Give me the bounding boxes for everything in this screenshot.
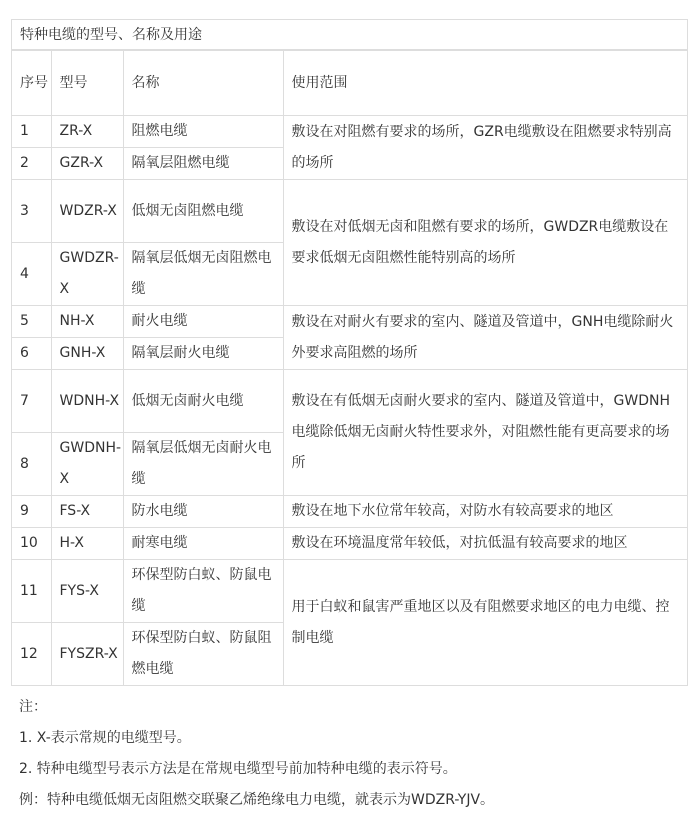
row-no: 4 [12, 243, 51, 306]
row-no: 8 [12, 433, 51, 496]
row-name: 低烟无卤耐火电缆 [123, 370, 283, 433]
table-row [12, 116, 687, 148]
row-model: GZR-X [51, 148, 123, 180]
row-no: 5 [12, 306, 51, 338]
row-scope: 用于白蚁和鼠害严重地区以及有阻燃要求地区的电力电缆、控制电缆 [283, 560, 687, 686]
row-model: GWDNH-X [51, 433, 123, 496]
header-name: 名称 [123, 51, 283, 116]
notes-title: 注： [19, 699, 47, 715]
note-item: 2. 特种电缆型号表示方法是在常规电缆型号前加特种电缆的表示符号。 [19, 761, 457, 777]
header-model: 型号 [51, 51, 123, 116]
row-no: 1 [12, 116, 51, 148]
note-example: 例：特种电缆低烟无卤阻燃交联聚乙烯绝缘电力电缆，就表示为WDZR-YJV。 [19, 792, 495, 808]
row-model: H-X [51, 528, 123, 560]
row-scope: 敷设在对阻燃有要求的场所，GZR电缆敷设在阻燃要求特别高的场所 [283, 116, 687, 180]
row-scope: 敷设在对耐火有要求的室内、隧道及管道中，GNH电缆除耐火外要求高阻燃的场所 [283, 306, 687, 370]
cable-table [12, 50, 687, 686]
row-model: GNH-X [51, 338, 123, 370]
row-no: 9 [12, 496, 51, 528]
row-no: 10 [12, 528, 51, 560]
cable-table-frame [11, 19, 688, 686]
table-row [12, 560, 687, 623]
row-name: 耐火电缆 [123, 306, 283, 338]
row-name: 环保型防白蚁、防鼠阻燃电缆 [123, 623, 283, 686]
row-no: 6 [12, 338, 51, 370]
row-model: WDZR-X [51, 180, 123, 243]
row-name: 隔氧层低烟无卤耐火电缆 [123, 433, 283, 496]
row-no: 12 [12, 623, 51, 686]
table-row [12, 496, 687, 528]
header-scope: 使用范围 [283, 51, 687, 116]
row-name: 隔氧层阻燃电缆 [123, 148, 283, 180]
row-model: WDNH-X [51, 370, 123, 433]
row-name: 防水电缆 [123, 496, 283, 528]
table-caption: 特种电缆的型号、名称及用途 [12, 19, 687, 50]
table-row [12, 306, 687, 338]
header-no: 序号 [12, 51, 51, 116]
row-name: 耐寒电缆 [123, 528, 283, 560]
table-row [12, 370, 687, 433]
row-name: 阻燃电缆 [123, 116, 283, 148]
row-scope: 敷设在环境温度常年较低，对抗低温有较高要求的地区 [283, 528, 687, 560]
row-name: 隔氧层低烟无卤阻燃电缆 [123, 243, 283, 306]
row-model: NH-X [51, 306, 123, 338]
row-model: FYS-X [51, 560, 123, 623]
notes-section [19, 692, 679, 816]
row-no: 2 [12, 148, 51, 180]
row-no: 3 [12, 180, 51, 243]
row-name: 低烟无卤阻燃电缆 [123, 180, 283, 243]
row-model: FYSZR-X [51, 623, 123, 686]
row-model: GWDZR-X [51, 243, 123, 306]
row-scope: 敷设在对低烟无卤和阻燃有要求的场所，GWDZR电缆敷设在要求低烟无卤阻燃性能特别高的场所 [283, 180, 687, 306]
row-model: ZR-X [51, 116, 123, 148]
row-name: 环保型防白蚁、防鼠电缆 [123, 560, 283, 623]
row-scope: 敷设在地下水位常年较高，对防水有较高要求的地区 [283, 496, 687, 528]
table-header-row [12, 51, 687, 116]
row-no: 11 [12, 560, 51, 623]
row-scope: 敷设在有低烟无卤耐火要求的室内、隧道及管道中，GWDNH电缆除低烟无卤耐火特性要求外，对阻燃性能有更高要求的场所 [283, 370, 687, 496]
table-row [12, 528, 687, 560]
row-name: 隔氧层耐火电缆 [123, 338, 283, 370]
table-row [12, 180, 687, 243]
note-item: 1. X-表示常规的电缆型号。 [19, 730, 191, 746]
row-model: FS-X [51, 496, 123, 528]
row-no: 7 [12, 370, 51, 433]
